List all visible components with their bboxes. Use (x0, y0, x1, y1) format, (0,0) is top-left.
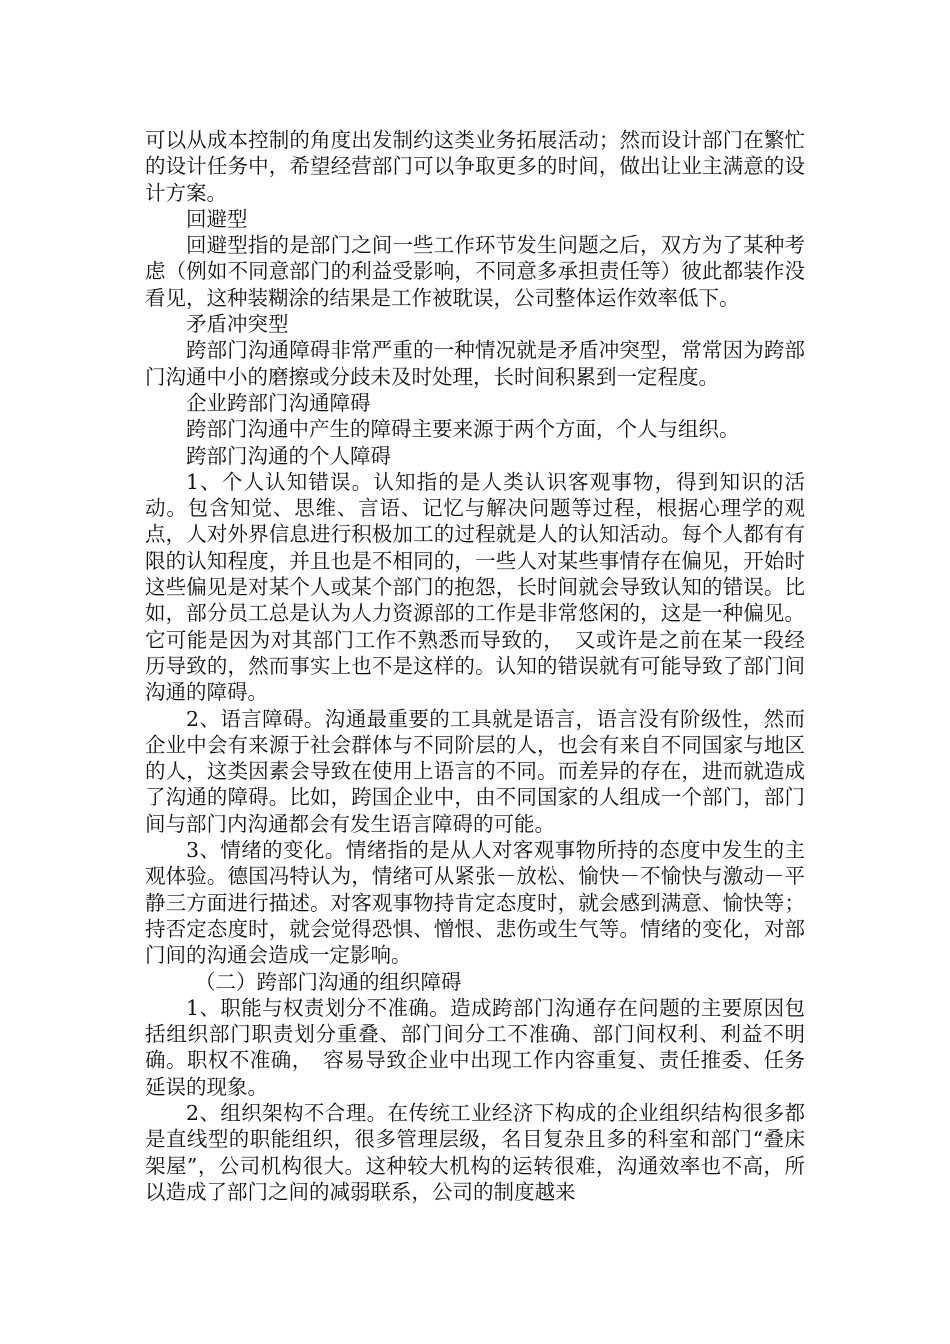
paragraph: 2、组织架构不合理。在传统工业经济下构成的企业组织结构很多都是直线型的职能组织，很多管理层级，名目复杂且多的科室和部门“叠床架屋”，公司机构很大。这种较大机构的运转很难，沟通效率也不高，所以造成了部门之间的减弱联系，公司的制度越来 (145, 1100, 805, 1204)
section-heading: （二）跨部门沟通的组织障碍 (195, 969, 462, 994)
paragraph: 2、语言障碍。沟通最重要的工具就是语言，语言没有阶级性，然而企业中会有来源于社会群体与不同阶层的人，也会有来自不同国家与地区的人，这类因素会导致在使用上语言的不同。而差异的存在，进而就造成了沟通的障碍。比如，跨国企业中，由不同国家的人组成一个部门，部门间与部门内沟通都会有发生语言障碍的可能。 (145, 706, 805, 836)
paragraph: 可以从成本控制的角度出发制约这类业务拓展活动；然而设计部门在繁忙的设计任务中，希望经营部门可以争取更多的时间，做出让业主满意的设计方案。 (145, 128, 805, 205)
paragraph: 跨部门沟通中产生的障碍主要来源于两个方面，个人与组织。 (186, 417, 740, 442)
paragraph: 1、职能与权责划分不准确。造成跨部门沟通存在问题的主要原因包括组织部门职责划分重叠、部门间分工不准确、部门间权利、利益不明确。职权不准确， 容易导致企业中出现工作内容重复、责任推委、任务延误的现象。 (145, 995, 805, 1099)
section-heading: 矛盾冲突型 (186, 312, 289, 337)
paragraph: 跨部门沟通障碍非常严重的一种情况就是矛盾冲突型，常常因为跨部门沟通中小的磨擦或分歧未及时处理，长时间积累到一定程度。 (145, 338, 805, 389)
section-heading: 企业跨部门沟通障碍 (186, 390, 371, 415)
paragraph: 3、情绪的变化。情绪指的是从人对客观事物所持的态度中发生的主观体验。德国冯特认为，情绪可从紧张－放松、愉快－不愉快与激动－平静三方面进行描述。对客观事物持肯定态度时，就会感到满意、愉快等；持否定态度时，就会觉得恐惧、憎恨、悲伤或生气等。情绪的变化，对部门间的沟通会造成一定影响。 (145, 838, 805, 968)
section-heading: 跨部门沟通的个人障碍 (186, 443, 391, 468)
paragraph: 1、个人认知错误。认知指的是人类认识客观事物，得到知识的活动。包含知觉、思维、言语、记忆与解决问题等过程，根据心理学的观点，人对外界信息进行积极加工的过程就是人的认知活动。每个人都有有限的认知程度，并且也是不相同的，一些人对某些事情存在偏见，开始时这些偏见是对某个人或某个部门的抱怨，长时间就会导致认知的错误。比如，部分员工总是认为人力资源部的工作是非常悠闲的，这是一种偏见。它可能是因为对其部门工作不熟悉而导致的， 又或许是之前在某一段经历导致的，然而事实上也不是这样的。认知的错误就有可能导致了部门间沟通的障碍。 (145, 469, 805, 705)
paragraph: 回避型指的是部门之间一些工作环节发生问题之后，双方为了某种考虑（例如不同意部门的利益受影响，不同意多承担责任等）彼此都装作没看见，这种装糊涂的结果是工作被耽误，公司整体运作效率低下。 (145, 233, 805, 310)
document-body (145, 127, 805, 1205)
section-heading: 回避型 (186, 206, 248, 231)
